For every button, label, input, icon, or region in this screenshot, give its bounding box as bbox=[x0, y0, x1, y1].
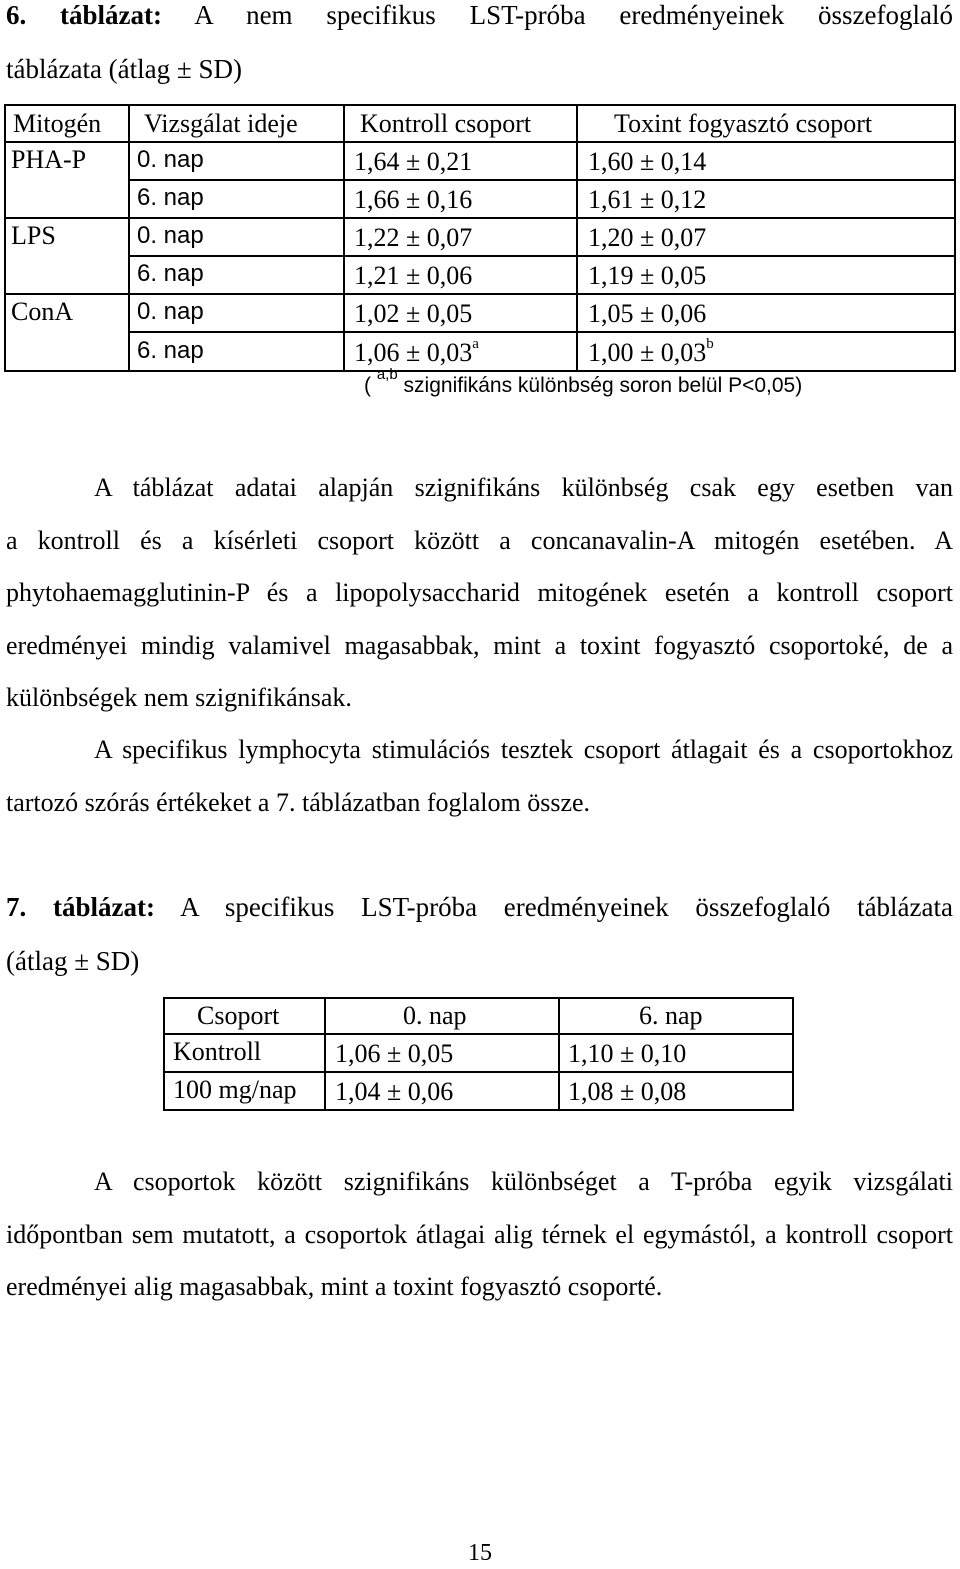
table7-row2-day0: 1,04 ± 0,06 bbox=[335, 1077, 454, 1106]
table7-caption-line2: (átlag ± SD) bbox=[6, 946, 140, 976]
table6-row2-toxin: 1,61 ± 0,12 bbox=[588, 185, 707, 214]
table6-row5-toxin: 1,05 ± 0,06 bbox=[588, 299, 707, 328]
table7-caption-line1: A specifikus LST-próba eredményeinek összefoglaló táblázata bbox=[180, 892, 953, 922]
table7-caption bbox=[6, 880, 953, 988]
table6-caption bbox=[6, 0, 953, 96]
table6-row1-control: 1,64 ± 0,21 bbox=[354, 147, 473, 176]
table6-footnote-text: szignifikáns különbség soron belül P<0,05) bbox=[403, 374, 803, 397]
table6-footnote-open: ( bbox=[364, 374, 371, 397]
paragraph-1 bbox=[6, 462, 953, 725]
table7-row1-day0: 1,06 ± 0,05 bbox=[335, 1039, 454, 1068]
paragraph-3 bbox=[6, 1156, 953, 1314]
table6-row6-time: 6. nap bbox=[137, 337, 204, 364]
table6-caption-label: 6. táblázat: bbox=[6, 0, 162, 30]
table6-row6-control-sup: a bbox=[472, 336, 479, 352]
table7 bbox=[163, 997, 794, 1111]
table6-row6-toxin-sup: b bbox=[706, 336, 714, 352]
table6-row3-control: 1,22 ± 0,07 bbox=[354, 223, 473, 252]
table6-row1-mitogen: PHA-P bbox=[11, 145, 87, 174]
table7-row1-day6: 1,10 ± 0,10 bbox=[568, 1039, 687, 1068]
paragraph-2 bbox=[6, 724, 953, 829]
table6-row3-time: 0. nap bbox=[137, 222, 204, 249]
table6-row2-control: 1,66 ± 0,16 bbox=[354, 185, 473, 214]
table6-row6-control bbox=[354, 338, 479, 368]
table6-row6-toxin-value: 1,00 ± 0,03 bbox=[588, 338, 707, 367]
table6-row4-control: 1,21 ± 0,06 bbox=[354, 261, 473, 290]
table6-row5-time: 0. nap bbox=[137, 298, 204, 325]
table6-header-time: Vizsgálat ideje bbox=[144, 109, 298, 138]
table6-row3-toxin: 1,20 ± 0,07 bbox=[588, 223, 707, 252]
table6 bbox=[4, 104, 956, 372]
table7-header-day0: 0. nap bbox=[403, 1001, 467, 1030]
table6-header-control: Kontroll csoport bbox=[360, 109, 532, 138]
table6-row6-toxin bbox=[588, 338, 714, 368]
paragraph-2-text: A specifikus lymphocyta stimulációs tesztek csoport átlagait és a csoportokhoz tartozó szórás értékeket a 7. táblázatban foglalom össze. bbox=[6, 735, 953, 817]
table6-row4-time: 6. nap bbox=[137, 260, 204, 287]
table6-row1-time: 0. nap bbox=[137, 146, 204, 173]
paragraph-3-text: A csoportok között szignifikáns különbséget a T-próba egyik vizsgálati időpontban sem mutatott, a csoportok átlagai alig térnek el egymástól, a kontroll csoport eredményei alig magasabbak, mint a toxint fogyasztó csoporté. bbox=[6, 1167, 953, 1301]
table6-row6-control-value: 1,06 ± 0,03 bbox=[354, 338, 473, 367]
table7-row1-group: Kontroll bbox=[173, 1037, 262, 1066]
table6-row5-control: 1,02 ± 0,05 bbox=[354, 299, 473, 328]
page-number: 15 bbox=[468, 1540, 492, 1566]
table6-footnote-sup: a,b bbox=[376, 366, 398, 383]
paragraph-1-rest: a kontroll és a kísérleti csoport között a concanavalin-A mitogén esetében. A phytohaemagglutinin-P és a lipopolysaccharid mitogének esetén a kontroll csoport eredményei mindig valamivel magasabbak, mint a toxint fogyasztó csoportoké, de a különbségek nem szignifikánsak. bbox=[6, 525, 953, 712]
table6-caption-line1: A nem specifikus LST-próba eredményeinek összefoglaló bbox=[194, 0, 953, 30]
table6-row1-toxin: 1,60 ± 0,14 bbox=[588, 147, 707, 176]
table7-header-day6: 6. nap bbox=[639, 1001, 703, 1030]
table7-row2-day6: 1,08 ± 0,08 bbox=[568, 1077, 687, 1106]
table6-row2-time: 6. nap bbox=[137, 184, 204, 211]
table6-row5-mitogen: ConA bbox=[11, 297, 74, 326]
table7-caption-label: 7. táblázat: bbox=[6, 892, 155, 922]
table6-caption-line2: táblázata (átlag ± SD) bbox=[6, 54, 242, 84]
table6-row4-toxin: 1,19 ± 0,05 bbox=[588, 261, 707, 290]
table6-row3-mitogen: LPS bbox=[11, 221, 56, 250]
table7-header-group: Csoport bbox=[197, 1001, 280, 1030]
table6-header-mitogen: Mitogén bbox=[13, 109, 102, 138]
table6-header-toxin: Toxint fogyasztó csoport bbox=[614, 109, 873, 138]
table7-row2-group: 100 mg/nap bbox=[173, 1075, 297, 1104]
table6-footnote bbox=[364, 366, 803, 400]
paragraph-1-line1: A táblázat adatai alapján szignifikáns különbség csak egy esetben van bbox=[94, 473, 953, 502]
